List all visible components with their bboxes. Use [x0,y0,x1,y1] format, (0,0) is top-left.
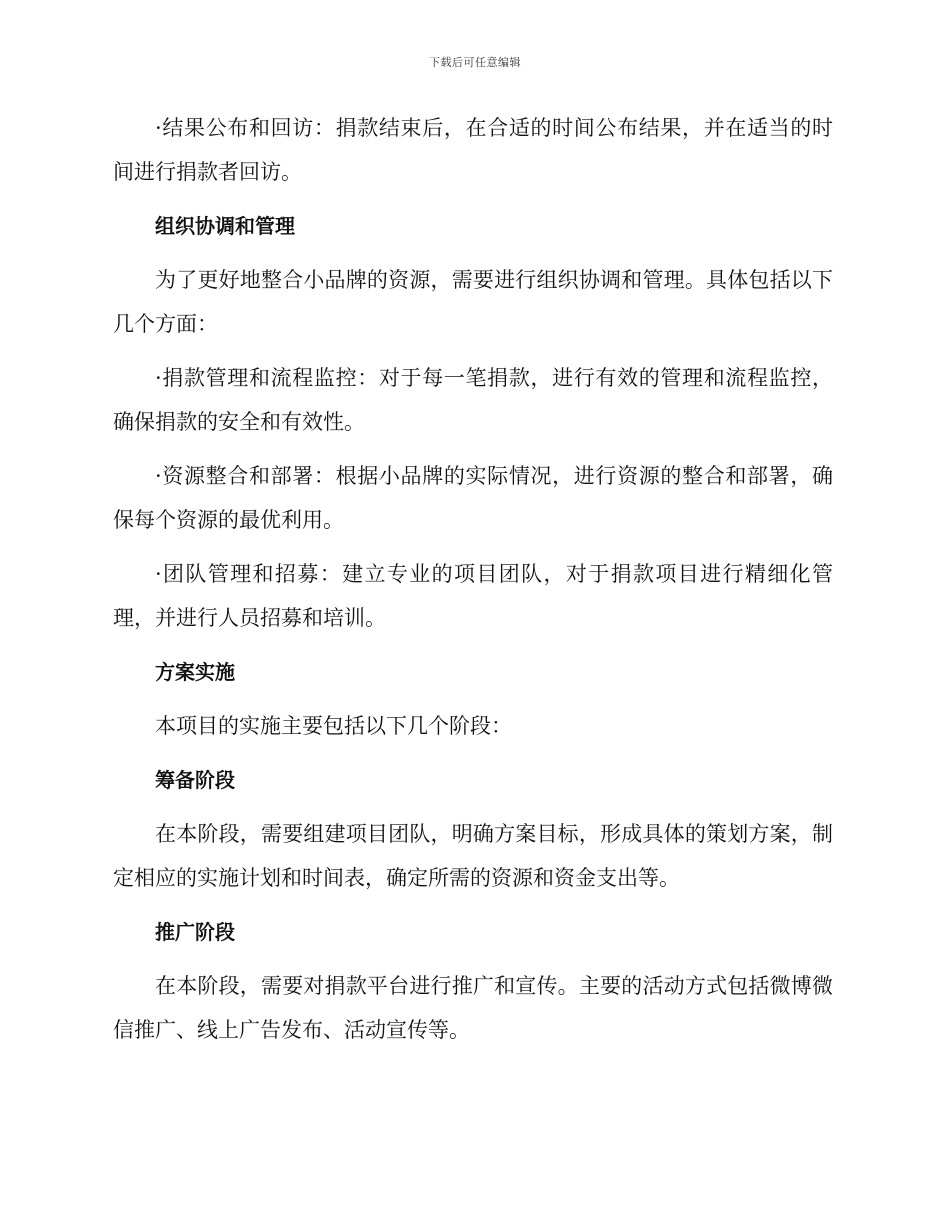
section-heading-preparation: 筹备阶段 [155,768,235,792]
section-heading-implementation: 方案实施 [155,660,235,684]
paragraph-implementation-intro: 本项目的实施主要包括以下几个阶段： [155,714,512,738]
paragraph-team-management: ·团队管理和招募：建立专业的项目团队，对于捐款项目进行精细化管理，并进行人员招募和培训。 [113,562,833,630]
page-header-note: 下载后可任意编辑 [429,56,521,69]
section-heading-coordination: 组织协调和管理 [155,214,295,238]
paragraph-donation-management: ·捐款管理和流程监控：对于每一笔捐款，进行有效的管理和流程监控，确保捐款的安全和有效性。 [113,366,833,434]
document-body [113,106,833,1062]
paragraph-preparation: 在本阶段，需要组建项目团队，明确方案目标，形成具体的策划方案，制定相应的实施计划和时间表，确定所需的资源和资金支出等。 [113,822,833,890]
paragraph-coordination-intro: 为了更好地整合小品牌的资源，需要进行组织协调和管理。具体包括以下几个方面： [113,268,833,336]
paragraph-resource-integration: ·资源整合和部署：根据小品牌的实际情况，进行资源的整合和部署，确保每个资源的最优利用。 [113,464,833,532]
paragraph-result-announcement: ·结果公布和回访：捐款结束后，在合适的时间公布结果，并在适当的时间进行捐款者回访。 [113,116,833,184]
paragraph-promotion: 在本阶段，需要对捐款平台进行推广和宣传。主要的活动方式包括微博微信推广、线上广告发布、活动宣传等。 [113,974,833,1042]
section-heading-promotion: 推广阶段 [155,920,235,944]
